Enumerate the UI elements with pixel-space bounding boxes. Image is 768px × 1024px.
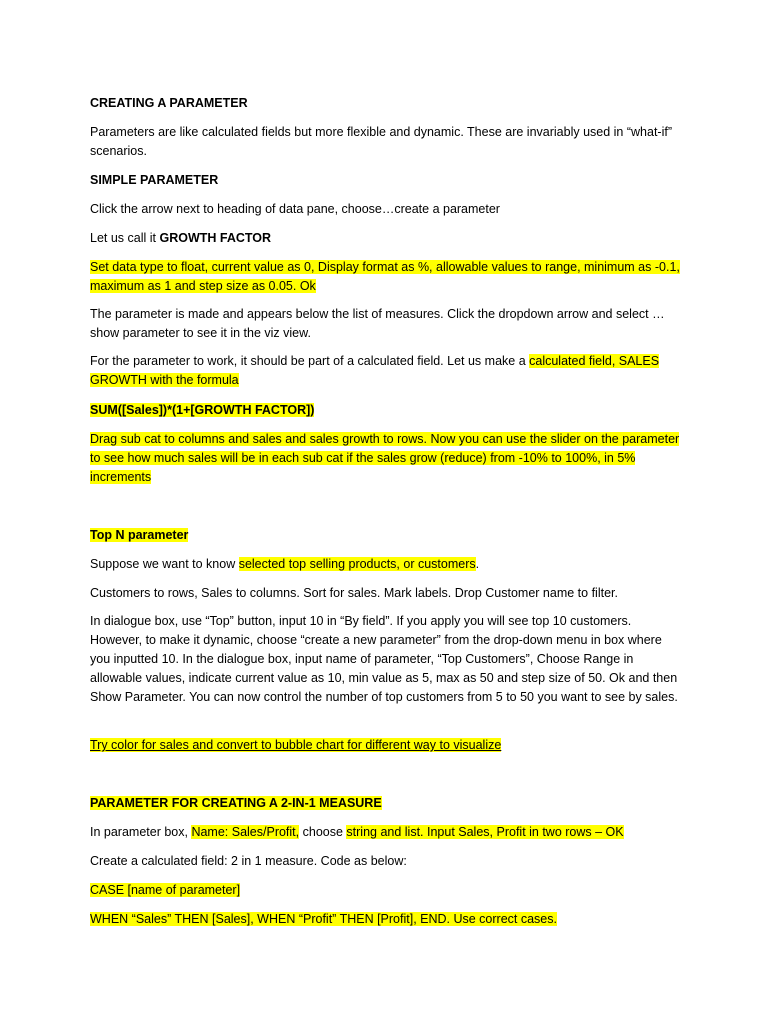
dialogue-paragraph: In dialogue box, use “Top” button, input 10 in “By field”. If you apply you will see top 10 customers. However, to make it dynamic, choose “create a new parameter” from the drop-down menu in box where you inputted 10. In the dialogue box, input name of parameter, “Top Customers”, Choose Range in allowable values, indicate current value as 10, min value as 5, max as 50 and step size of 50. Ok and then Show Parameter. You can now control the number of top customers from 5 to 50 you want to see by sales.	[90, 614, 678, 704]
parameter-made-paragraph: The parameter is made and appears below the list of measures. Click the dropdown arrow and select … show parameter to see it in the viz view.	[90, 307, 665, 340]
drag-instructions: Drag sub cat to columns and sales and sales growth to rows. Now you can use the slider on the parameter to see how much sales will be in each sub cat if the sales grow (reduce) from -10% to 100%, in 5% increments	[90, 432, 680, 484]
top-n-heading: Top N parameter	[90, 528, 189, 542]
step-create-parameter: Click the arrow next to heading of data pane, choose…create a parameter	[90, 202, 500, 216]
calculated-field-paragraph: For the parameter to work, it should be part of a calculated field. Let us make a calculated field, SALES GROWTH with the formula	[90, 354, 660, 387]
calculated-field-line: Create a calculated field: 2 in 1 measure. Code as below:	[90, 854, 407, 868]
parameter-box-paragraph: In parameter box, Name: Sales/Profit, choose string and list. Input Sales, Profit in two rows – OK	[90, 825, 624, 839]
try-color-line: Try color for sales and convert to bubble chart for different way to visualize	[90, 738, 502, 752]
simple-parameter-heading: SIMPLE PARAMETER	[90, 173, 219, 187]
parameter-name: GROWTH FACTOR	[159, 231, 272, 245]
parameter-name-line: Let us call it GROWTH FACTOR	[90, 231, 272, 245]
intro-paragraph: Parameters are like calculated fields but more flexible and dynamic. These are invariably used in “what-if” scenarios.	[90, 125, 672, 158]
two-in-one-heading: PARAMETER FOR CREATING A 2-IN-1 MEASURE	[90, 796, 382, 810]
suppose-paragraph: Suppose we want to know selected top selling products, or customers.	[90, 557, 480, 571]
settings-paragraph: Set data type to float, current value as 0, Display format as %, allowable values to range, minimum as -0.1, maximum as 1 and step size as 0.05. Ok	[90, 260, 680, 293]
case-line: CASE [name of parameter]	[90, 883, 241, 897]
when-line: WHEN “Sales” THEN [Sales], WHEN “Profit” THEN [Profit], END. Use correct cases.	[90, 912, 557, 926]
document-title: CREATING A PARAMETER	[90, 96, 248, 110]
formula-line: SUM([Sales])*(1+[GROWTH FACTOR])	[90, 403, 315, 417]
customers-paragraph: Customers to rows, Sales to columns. Sort for sales. Mark labels. Drop Customer name to filter.	[90, 586, 618, 600]
